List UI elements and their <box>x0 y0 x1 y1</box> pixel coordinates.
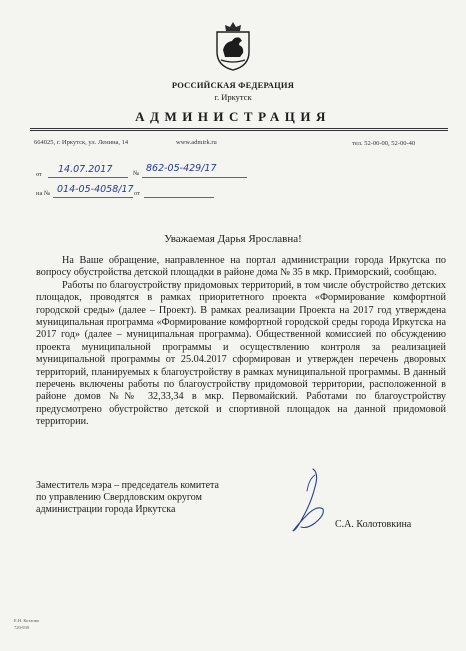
date-label: от <box>36 171 43 178</box>
header-rule-top <box>30 128 448 129</box>
reference-label: на № <box>36 190 51 197</box>
signer-position-line: администрации города Иркутска <box>36 504 176 516</box>
salutation: Уважаемая Дарья Ярославна! <box>164 233 302 245</box>
handwritten-signature <box>285 465 335 537</box>
signer-position <box>36 480 219 517</box>
website: www.admirk.ru <box>176 139 217 146</box>
reference-underline <box>53 197 133 198</box>
signer-position-line: Заместитель мэра – председатель комитета <box>36 480 219 491</box>
phone: тел. 52-00-00, 52-00-40 <box>352 140 416 147</box>
reference-date-underline <box>144 197 214 198</box>
outgoing-number: 862-05-429/17 <box>146 163 217 174</box>
coat-of-arms-icon <box>213 20 253 72</box>
signer-name: С.А. Колотовкина <box>335 519 412 530</box>
header-rule-bottom <box>30 130 448 131</box>
number-underline <box>142 177 247 178</box>
address: 664025, г. Иркутск, ул. Ленина, 14 <box>34 139 129 146</box>
paragraph: Работы по благоустройству придомовых территорий, в том числе обустройство детских площадок, проводятся в рамках приоритетного проекта «Формирование комфортной городской среды» (далее – Проект). В рамках реализации Проекта на 2017 год утверждена муниципальная программа «Формирование комфортной городской среды города Иркутска на 2017 год» (далее – муниципальная программа). Общественной комиссией по обсуждению проекта муниципальной программы и осуществлению контроля за реализацией муниципальной программы от 25.04.2017 сформирован и утвержден перечень дворовых территорий, планируемых к благоустройству в рамках муниципальной программы. В данный перечень включены работы по благоустройству придомовой территории, расположенной в районе домов №№ 32,33,34 в мкр. Первомайский. Работами по благоустройству предусмотрено обустройство детской и спортивной площадок на данной придомовой территории. <box>36 279 446 428</box>
paragraph: На Ваше обращение, направленное на портал администрации города Иркутска по вопросу обустройства детской площадки в районе дома № 35 в мкр. Приморский, сообщаю. <box>36 255 446 279</box>
signer-position-line: по управлению Свердловским округом <box>36 492 202 504</box>
reference-number: 014-05-4058/17 <box>57 184 134 195</box>
administration-title: АДМИНИСТРАЦИЯ <box>135 109 331 124</box>
date-underline <box>48 177 128 178</box>
executor-phone: 720-939 <box>14 625 29 630</box>
city-title: г. Иркутск <box>214 92 252 102</box>
number-label: № <box>133 170 140 177</box>
federation-title: РОССИЙСКАЯ ФЕДЕРАЦИЯ <box>171 80 295 90</box>
outgoing-date: 14.07.2017 <box>58 164 113 175</box>
executor-name: Е.Н. Козлова <box>14 618 39 623</box>
letter-body <box>36 255 446 429</box>
reference-date-label: от <box>134 190 141 197</box>
